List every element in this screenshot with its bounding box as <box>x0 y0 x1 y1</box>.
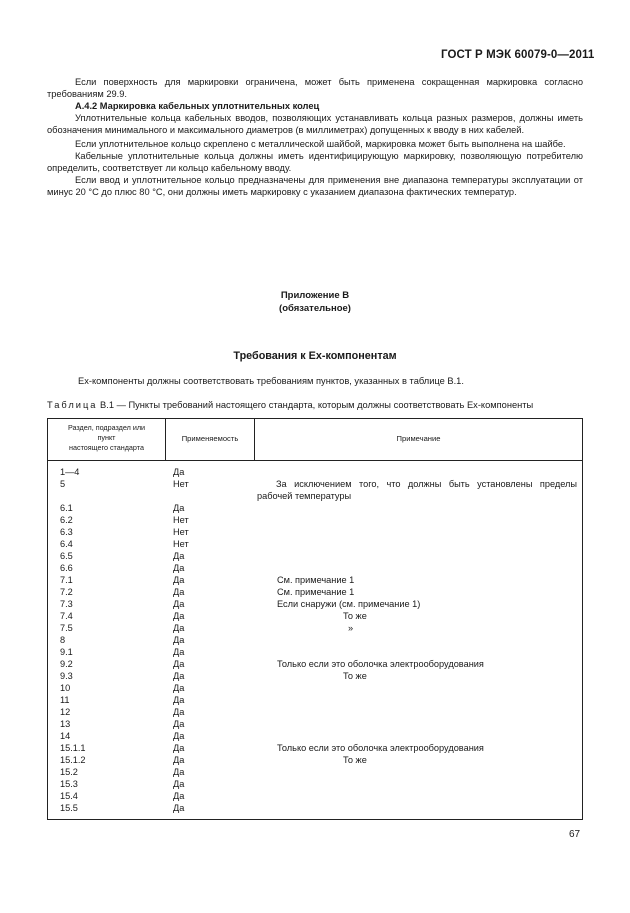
cell-applies: Нет <box>173 539 189 549</box>
table-caption <box>47 400 533 410</box>
section-intro: Ех-компоненты должны соответствовать требованиям пунктов, указанных в таблице В.1. <box>78 376 464 386</box>
cell-applies: Да <box>173 803 185 813</box>
cell-section: 12 <box>60 707 71 717</box>
cell-section: 8 <box>60 635 66 645</box>
requirements-table <box>47 418 583 820</box>
appendix-subtitle: (обязательное) <box>279 303 351 314</box>
table-row <box>48 466 582 478</box>
cell-note: Если снаружи (см. примечание 1) <box>277 599 421 609</box>
cell-section: 5 <box>60 479 66 489</box>
cell-section: 15.3 <box>60 779 78 789</box>
table-row <box>48 778 582 790</box>
table-row <box>48 658 582 670</box>
cell-section: 15.1.1 <box>60 743 86 753</box>
cell-applies: Нет <box>173 479 189 489</box>
cell-applies: Да <box>173 551 185 561</box>
table-row <box>48 550 582 562</box>
table-row <box>48 790 582 802</box>
paragraph-4: Кабельные уплотнительные кольца должны иметь идентифицирующую маркировку, позволяющую потребителю определить, соответствует ли кольцо кабельному вводу. <box>47 151 583 173</box>
table-row <box>48 646 582 658</box>
cell-applies: Да <box>173 779 185 789</box>
section-title: Требования к Ех-компонентам <box>233 350 397 362</box>
paragraph-1: Если поверхность для маркировки ограничена, может быть применена сокращенная маркировка согласно требованиям 29.9. <box>47 77 583 99</box>
cell-note: То же <box>343 611 367 621</box>
table-row <box>48 754 582 766</box>
cell-applies: Да <box>173 563 185 573</box>
table-row <box>48 502 582 514</box>
table-row <box>48 694 582 706</box>
cell-applies: Да <box>173 671 185 681</box>
cell-section: 7.4 <box>60 611 73 621</box>
paragraph-5: Если ввод и уплотнительное кольцо предназначены для применения вне диапазона температуры эксплуатации от минус 20 °С до плюс 80 °С, они должны иметь маркировку с указанием диапазона фактических температур. <box>47 175 583 197</box>
table-row <box>48 718 582 730</box>
cell-applies: Нет <box>173 515 189 525</box>
cell-applies: Да <box>173 623 185 633</box>
table-row <box>48 586 582 598</box>
cell-section: 7.3 <box>60 599 73 609</box>
table-row <box>48 562 582 574</box>
cell-note: » <box>348 623 354 633</box>
cell-applies: Да <box>173 659 185 669</box>
cell-applies: Да <box>173 575 185 585</box>
cell-section: 7.5 <box>60 623 73 633</box>
cell-section: 7.2 <box>60 587 73 597</box>
cell-note: То же <box>343 755 367 765</box>
table-row <box>48 610 582 622</box>
cell-section: 15.1.2 <box>60 755 86 765</box>
cell-applies: Да <box>173 731 185 741</box>
cell-section: 9.3 <box>60 671 73 681</box>
cell-section: 15.5 <box>60 803 78 813</box>
page-number: 67 <box>569 829 581 840</box>
cell-applies: Да <box>173 719 185 729</box>
table-header <box>48 419 582 461</box>
cell-applies: Да <box>173 791 185 801</box>
cell-applies: Да <box>173 467 185 477</box>
cell-section: 15.4 <box>60 791 78 801</box>
table-caption-prefix: Таблица <box>47 400 98 410</box>
header-section-column <box>48 423 165 453</box>
cell-applies: Да <box>173 695 185 705</box>
table-row <box>48 622 582 634</box>
table-row <box>48 526 582 538</box>
table-row <box>48 742 582 754</box>
cell-note: За исключением того, что должны быть установлены пределы рабочей температуры <box>257 479 577 501</box>
cell-section: 11 <box>60 695 70 705</box>
table-row <box>48 730 582 742</box>
cell-section: 6.1 <box>60 503 73 513</box>
cell-applies: Да <box>173 599 185 609</box>
body-text <box>47 76 583 198</box>
cell-note: См. примечание 1 <box>277 575 355 585</box>
table-row <box>48 670 582 682</box>
paragraph-3: Если уплотнительное кольцо скреплено с металлической шайбой, маркировка может быть выполнена на шайбе. <box>75 139 566 149</box>
header-col1-line1: Раздел, подраздел или <box>67 423 146 432</box>
cell-section: 9.1 <box>60 647 73 657</box>
table-row <box>48 478 582 502</box>
cell-applies: Да <box>173 587 185 597</box>
subheading-a42: А.4.2 Маркировка кабельных уплотнительных колец <box>75 101 320 111</box>
appendix-title: Приложение В <box>280 290 350 301</box>
cell-note: То же <box>343 671 367 681</box>
document-id-header: ГОСТ Р МЭК 60079-0—2011 <box>441 49 595 61</box>
cell-applies: Да <box>173 743 185 753</box>
cell-section: 10 <box>60 683 71 693</box>
cell-section: 14 <box>60 731 71 741</box>
cell-applies: Да <box>173 647 185 657</box>
cell-section: 13 <box>60 719 71 729</box>
cell-applies: Да <box>173 707 185 717</box>
table-row <box>48 802 582 814</box>
cell-section: 6.3 <box>60 527 73 537</box>
cell-applies: Да <box>173 635 185 645</box>
cell-section: 6.6 <box>60 563 73 573</box>
paragraph-2: Уплотнительные кольца кабельных вводов, позволяющих устанавливать кольца разных размеров, должны иметь обозначения минимального и максимального диаметров (в миллиметрах) допущенных к вводу в них кабелей. <box>47 113 583 135</box>
cell-applies: Да <box>173 611 185 621</box>
table-row <box>48 598 582 610</box>
cell-applies: Да <box>173 767 185 777</box>
header-note-column: Примечание <box>396 434 441 443</box>
cell-section: 9.2 <box>60 659 73 669</box>
table-body <box>48 466 582 814</box>
table-row <box>48 574 582 586</box>
cell-section: 6.4 <box>60 539 73 549</box>
table-row <box>48 682 582 694</box>
header-applicability-column: Применяемость <box>181 434 239 443</box>
cell-applies: Да <box>173 683 185 693</box>
cell-applies: Да <box>173 503 185 513</box>
table-row <box>48 706 582 718</box>
cell-note: Только если это оболочка электрооборудования <box>277 659 484 669</box>
cell-note: Только если это оболочка электрооборудования <box>277 743 484 753</box>
table-row <box>48 538 582 550</box>
header-col1-line2: пункт <box>97 433 116 442</box>
cell-applies: Да <box>173 755 185 765</box>
header-col1-line3: настоящего стандарта <box>69 443 144 452</box>
cell-section: 7.1 <box>60 575 73 585</box>
cell-section: 6.2 <box>60 515 73 525</box>
table-caption-text: В.1 — Пункты требований настоящего стандарта, которым должны соответствовать Ех-компоненты <box>100 400 534 410</box>
cell-note: См. примечание 1 <box>277 587 355 597</box>
cell-section: 1—4 <box>60 467 80 477</box>
table-row <box>48 514 582 526</box>
table-row <box>48 766 582 778</box>
cell-section: 15.2 <box>60 767 78 777</box>
cell-section: 6.5 <box>60 551 73 561</box>
cell-applies: Нет <box>173 527 189 537</box>
table-row <box>48 634 582 646</box>
